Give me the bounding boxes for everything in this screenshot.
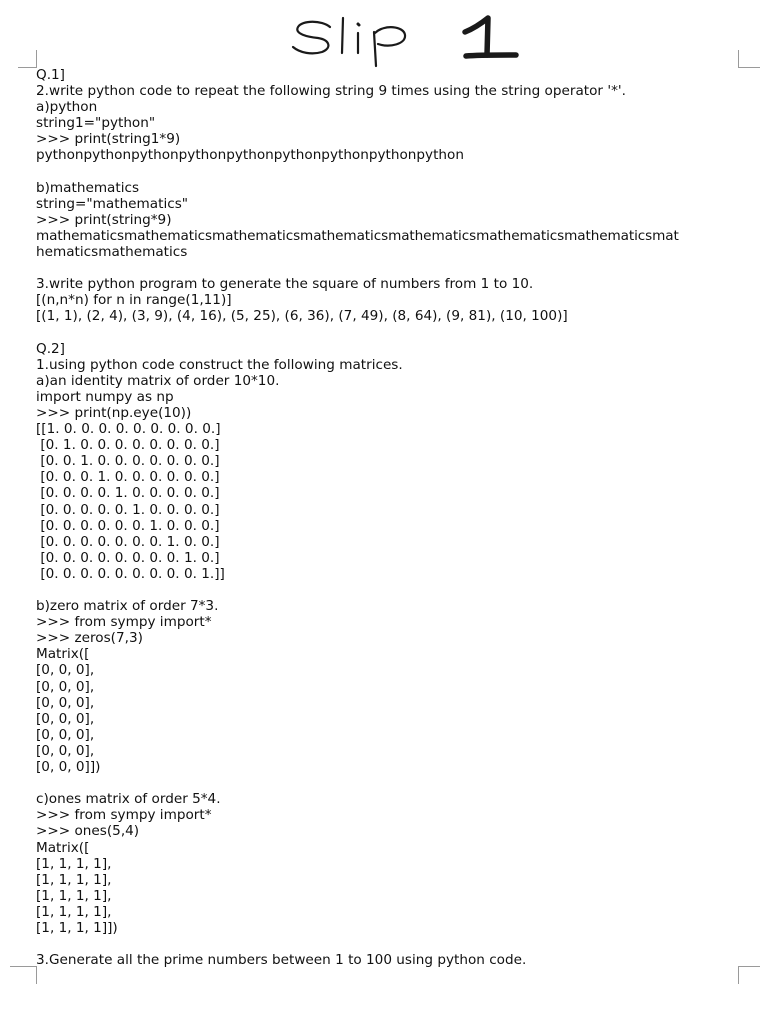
matrix-row: [0, 0, 0], xyxy=(36,662,95,679)
matrix-row: [0. 0. 1. 0. 0. 0. 0. 0. 0. 0.] xyxy=(36,453,220,470)
matrix-row: [0, 0, 0]]) xyxy=(36,759,101,776)
matrix-row: [0. 0. 0. 0. 0. 0. 0. 0. 0. 1.]] xyxy=(36,565,225,582)
matrix-row: [1, 1, 1, 1]]) xyxy=(36,919,118,936)
q1-item2-part-a-label: a)python xyxy=(36,99,98,116)
spacer xyxy=(36,260,746,276)
spacer xyxy=(36,164,746,180)
q1-heading: Q.1] xyxy=(36,67,65,83)
matrix-row: [0. 0. 0. 0. 0. 0. 1. 0. 0. 0.] xyxy=(36,517,220,534)
spacer xyxy=(36,775,746,791)
output-line: pythonpythonpythonpythonpythonpythonpythonpythonpython xyxy=(36,147,464,164)
matrix-row: [0, 0, 0], xyxy=(36,694,95,711)
matrix-row: [0. 0. 0. 0. 0. 1. 0. 0. 0. 0.] xyxy=(36,501,220,518)
q1-item2-part-b-label: b)mathematics xyxy=(36,179,140,196)
code-line: >>> ones(5,4) xyxy=(36,823,140,840)
q2-heading: Q.2] xyxy=(36,340,65,357)
matrix-row: Matrix([ xyxy=(36,646,90,663)
crop-mark-bottom-left-h xyxy=(10,966,37,967)
output-line: hematicsmathematics xyxy=(36,244,188,261)
matrix-row: Matrix([ xyxy=(36,839,90,856)
matrix-row: [1, 1, 1, 1], xyxy=(36,855,112,872)
matrix-row: [0, 0, 0], xyxy=(36,726,95,743)
matrix-row: [0. 1. 0. 0. 0. 0. 0. 0. 0. 0.] xyxy=(36,437,220,454)
code-line: >>> print(np.eye(10)) xyxy=(36,404,192,421)
code-line: >>> zeros(7,3) xyxy=(36,630,143,647)
document-content xyxy=(36,67,746,968)
matrix-row: [1, 1, 1, 1], xyxy=(36,903,112,920)
code-line: import numpy as np xyxy=(36,388,174,405)
matrix-row: [[1. 0. 0. 0. 0. 0. 0. 0. 0. 0.] xyxy=(36,421,221,438)
code-line: >>> print(string*9) xyxy=(36,211,172,228)
matrix-row: [0. 0. 0. 0. 0. 0. 0. 1. 0. 0.] xyxy=(36,533,220,550)
q1-item3-question: 3.write python program to generate the square of numbers from 1 to 10. xyxy=(36,276,534,293)
matrix-row: [0, 0, 0], xyxy=(36,710,95,727)
output-line: [(1, 1), (2, 4), (3, 9), (4, 16), (5, 25), (6, 36), (7, 49), (8, 64), (9, 81), (10, 100)] xyxy=(36,308,568,325)
q2-item1-question: 1.using python code construct the following matrices. xyxy=(36,356,403,373)
output-line: mathematicsmathematicsmathematicsmathematicsmathematicsmathematicsmathematicsmat xyxy=(36,227,679,244)
matrix-row: [0. 0. 0. 0. 1. 0. 0. 0. 0. 0.] xyxy=(36,485,220,502)
q2-item1-part-b-label: b)zero matrix of order 7*3. xyxy=(36,598,219,615)
matrix-row: [0, 0, 0], xyxy=(36,678,95,695)
code-line: >>> from sympy import* xyxy=(36,614,212,631)
matrix-row: [1, 1, 1, 1], xyxy=(36,887,112,904)
handwritten-slip-title xyxy=(0,0,768,70)
code-line: >>> print(string1*9) xyxy=(36,131,181,148)
spacer xyxy=(36,325,746,341)
crop-mark-bottom-left xyxy=(36,966,37,984)
q1-item2-question: 2.write python code to repeat the following string 9 times using the string operator '*'. xyxy=(36,83,626,100)
matrix-row: [1, 1, 1, 1], xyxy=(36,871,112,888)
spacer xyxy=(36,936,746,952)
crop-mark-bottom-right xyxy=(738,966,739,984)
matrix-row: [0, 0, 0], xyxy=(36,742,95,759)
q2-item1-part-a-label: a)an identity matrix of order 10*10. xyxy=(36,372,280,389)
q2-item3-question: 3.Generate all the prime numbers between 1 to 100 using python code. xyxy=(36,952,527,969)
code-line: >>> from sympy import* xyxy=(36,807,212,824)
matrix-row: [0. 0. 0. 0. 0. 0. 0. 0. 1. 0.] xyxy=(36,549,220,566)
code-line: string="mathematics" xyxy=(36,195,189,212)
code-line: [(n,n*n) for n in range(1,11)] xyxy=(36,292,232,309)
code-line: string1="python" xyxy=(36,115,156,132)
q2-item1-part-c-label: c)ones matrix of order 5*4. xyxy=(36,791,221,808)
spacer xyxy=(36,582,746,598)
matrix-row: [0. 0. 0. 1. 0. 0. 0. 0. 0. 0.] xyxy=(36,469,220,486)
